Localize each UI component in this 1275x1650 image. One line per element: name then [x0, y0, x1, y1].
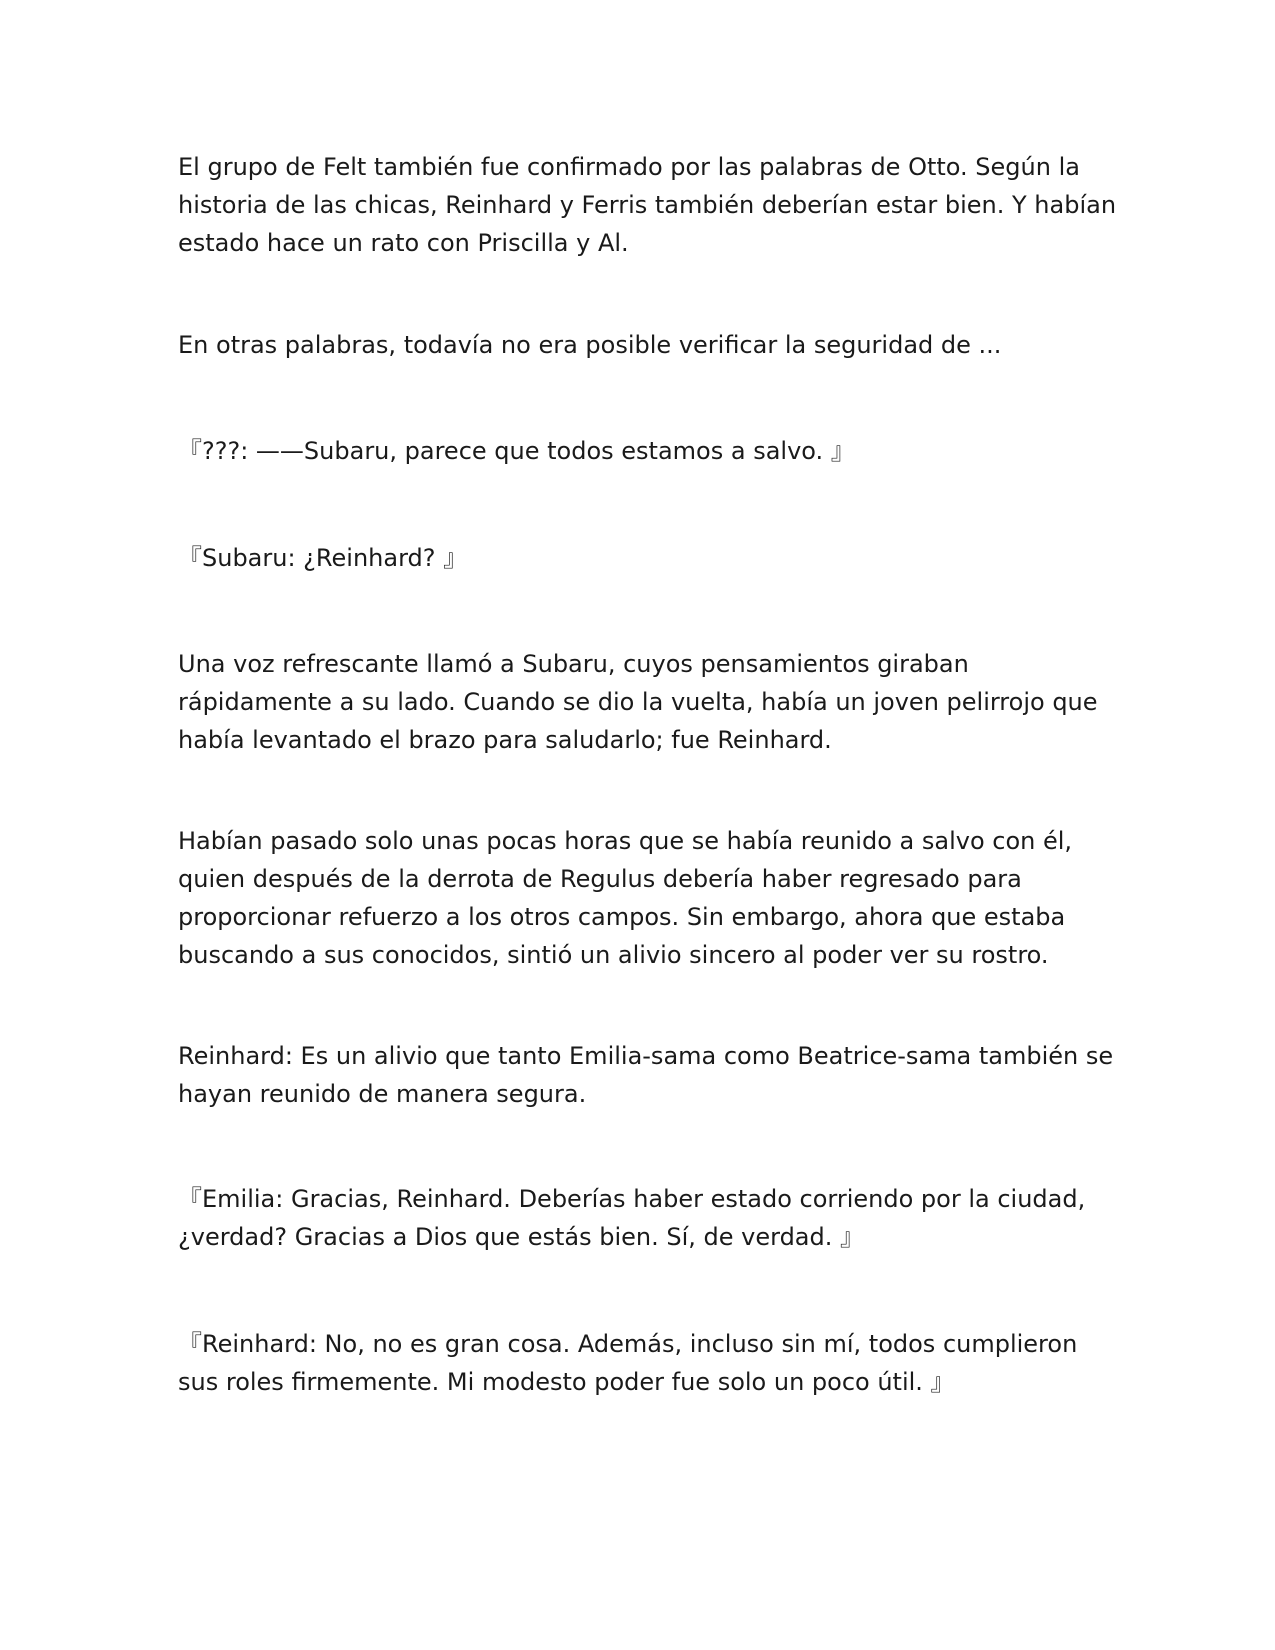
text-line: sus roles firmemente. Mi modesto poder fue solo un poco útil. 』: [178, 1368, 955, 1396]
text-line: historia de las chicas, Reinhard y Ferris también deberían estar bien. Y habían: [178, 191, 1117, 219]
paragraph-safety-unverified: [178, 326, 1118, 364]
text-line: ¿verdad? Gracias a Dios que estás bien. Sí, de verdad. 』: [178, 1223, 865, 1251]
paragraph-felt-group: [178, 148, 1118, 262]
dialogue-reinhard: [178, 1325, 1118, 1401]
text-line: En otras palabras, todavía no era posible verificar la seguridad de ...: [178, 331, 1002, 359]
text-line: 『Subaru: ¿Reinhard? 』: [178, 544, 468, 572]
text-line: El grupo de Felt también fue confirmado por las palabras de Otto. Según la: [178, 153, 1080, 181]
text-line: 『???: ——Subaru, parece que todos estamos a salvo. 』: [178, 437, 855, 465]
paragraph-refreshing-voice: [178, 645, 1118, 759]
text-line: hayan reunido de manera segura.: [178, 1080, 587, 1108]
dialogue-unknown-speaker: [178, 432, 1118, 470]
paragraph-reinhard-relief: [178, 1037, 1118, 1113]
text-line: Una voz refrescante llamó a Subaru, cuyos pensamientos giraban: [178, 650, 969, 678]
text-line: había levantado el brazo para saludarlo; fue Reinhard.: [178, 726, 832, 754]
text-line: 『Emilia: Gracias, Reinhard. Deberías haber estado corriendo por la ciudad,: [178, 1185, 1086, 1213]
dialogue-subaru: [178, 539, 1118, 577]
text-line: rápidamente a su lado. Cuando se dio la vuelta, había un joven pelirrojo que: [178, 688, 1098, 716]
text-line: 『Reinhard: No, no es gran cosa. Además, incluso sin mí, todos cumplieron: [178, 1330, 1078, 1358]
text-line: proporcionar refuerzo a los otros campos. Sin embargo, ahora que estaba: [178, 903, 1066, 931]
paragraph-reunion-relief: [178, 822, 1118, 974]
text-line: quien después de la derrota de Regulus debería haber regresado para: [178, 865, 1022, 893]
text-line: Reinhard: Es un alivio que tanto Emilia-sama como Beatrice-sama también se: [178, 1042, 1114, 1070]
text-line: buscando a sus conocidos, sintió un alivio sincero al poder ver su rostro.: [178, 941, 1049, 969]
text-line: estado hace un rato con Priscilla y Al.: [178, 229, 629, 257]
text-line: Habían pasado solo unas pocas horas que se había reunido a salvo con él,: [178, 827, 1073, 855]
dialogue-emilia: [178, 1180, 1118, 1256]
